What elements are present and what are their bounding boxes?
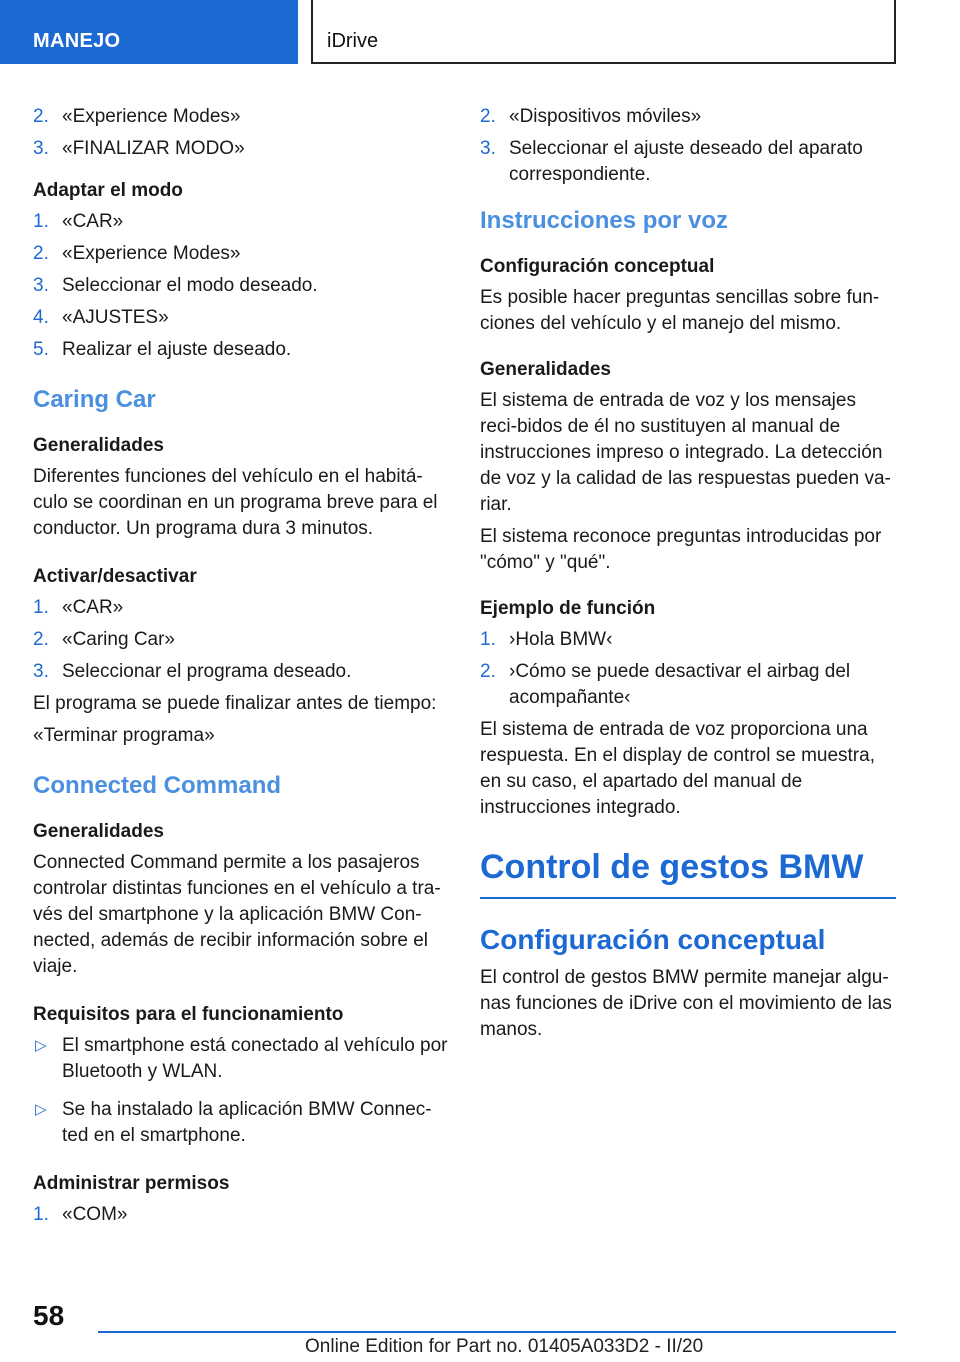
list-item: 4. «AJUSTES» — [33, 307, 169, 328]
list-item: 1. «CAR» — [33, 597, 124, 618]
heading-generalidades: Generalidades — [33, 821, 164, 842]
list-item: 1. «COM» — [33, 1204, 128, 1225]
chapter-title: iDrive — [327, 30, 379, 52]
list-item: 1. ›Hola BMW‹ — [480, 629, 613, 650]
section-caring-car: Caring Car — [33, 386, 156, 413]
heading-ejemplo: Ejemplo de función — [480, 598, 656, 619]
paragraph: El sistema de entrada de voz proporciona una respuesta. En el display de control se muestra, en su caso, el apartado del manual de instrucciones integrado. — [480, 719, 875, 818]
heading-generalidades: Generalidades — [33, 435, 164, 456]
list-item: 2. ›Cómo se puede desactivar el airbag del acompañante‹ — [480, 661, 851, 708]
left-column — [33, 104, 451, 1234]
chapter-heading-gestos: Control de gestos BMW — [480, 847, 896, 899]
section-configuracion-gestos: Configuración conceptual — [480, 924, 826, 955]
list-item: 2. «Experience Modes» — [33, 243, 241, 264]
paragraph: Diferentes funciones del vehículo en el habitá-culo se coordinan en un programa breve para el conductor. Un programa dura 3 minutos. — [33, 466, 438, 539]
paragraph: El control de gestos BMW permite manejar algu-nas funciones de iDrive con el movimiento de las manos. — [480, 967, 892, 1040]
heading-requisitos: Requisitos para el funcionamiento — [33, 1004, 344, 1025]
section-connected-command: Connected Command — [33, 772, 282, 799]
list-item: 3. Seleccionar el programa deseado. — [33, 661, 352, 682]
triangle-bullet-icon: ▷ — [35, 1101, 47, 1118]
section-instrucciones-voz: Instrucciones por voz — [480, 207, 729, 234]
paragraph: «Terminar programa» — [33, 725, 215, 746]
heading-activar: Activar/desactivar — [33, 566, 197, 587]
section-tab — [0, 0, 298, 64]
paragraph: El programa se puede finalizar antes de tiempo: — [33, 693, 437, 714]
heading-configuracion: Configuración conceptual — [480, 256, 715, 277]
heading-generalidades: Generalidades — [480, 359, 611, 380]
list-item: 2. «Experience Modes» — [33, 106, 241, 127]
paragraph: El sistema de entrada de voz y los mensajes reci-bidos de él no sustituyen al manual de instrucciones impreso o integrado. La detección de voz y la calidad de las respuestas pueden va-riar. — [480, 390, 891, 515]
list-item: 3. Seleccionar el modo deseado. — [33, 275, 318, 296]
list-item: 2. «Caring Car» — [33, 629, 175, 650]
list-item: 2. «Dispositivos móviles» — [480, 106, 702, 127]
list-item: ▷ El smartphone está conectado al vehículo por Bluetooth y WLAN. — [35, 1035, 448, 1082]
chapter-tab — [311, 0, 896, 64]
right-column — [480, 104, 896, 1049]
triangle-bullet-icon: ▷ — [35, 1037, 47, 1054]
list-item: 3. Seleccionar el ajuste deseado del aparato correspondiente. — [480, 138, 863, 185]
footer-edition: Online Edition for Part no. 01405A033D2 - II/20 — [305, 1336, 704, 1357]
paragraph: Es posible hacer preguntas sencillas sobre fun-ciones del vehículo y el manejo del mismo. — [480, 287, 880, 334]
paragraph: El sistema reconoce preguntas introducidas por "cómo" y "qué". — [480, 526, 882, 573]
page-number: 58 — [33, 1300, 65, 1331]
list-item: 3. «FINALIZAR MODO» — [33, 138, 245, 159]
list-item: 5. Realizar el ajuste deseado. — [33, 339, 292, 360]
heading-administrar: Administrar permisos — [33, 1173, 230, 1194]
heading-adaptar: Adaptar el modo — [33, 180, 183, 201]
paragraph: Connected Command permite a los pasajeros controlar distintas funciones en el vehículo a tra-vés del smartphone y la aplicación BMW Con-nected, además de recibir información sobre el viaje. — [33, 852, 441, 977]
list-item: ▷ Se ha instalado la aplicación BMW Connec-ted en el smartphone. — [35, 1099, 432, 1146]
section-title: MANEJO — [33, 30, 121, 52]
footer-divider — [98, 1331, 896, 1333]
list-item: 1. «CAR» — [33, 211, 124, 232]
